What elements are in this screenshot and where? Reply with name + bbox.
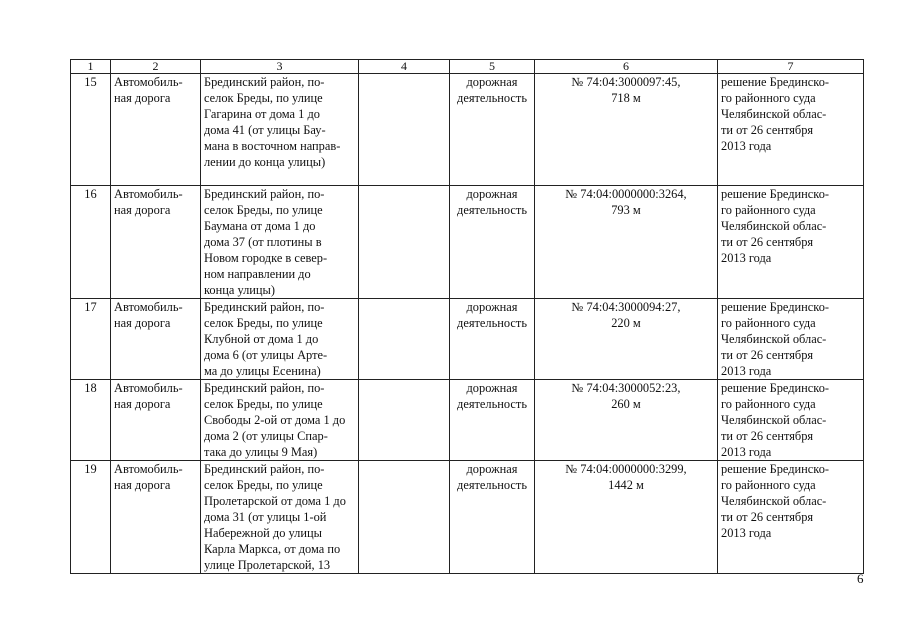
purpose-cell — [450, 380, 535, 461]
object-location — [201, 186, 359, 299]
object-location-line: дома 37 (от плотины в — [204, 235, 322, 249]
object-type-line: Автомобиль- — [114, 187, 183, 201]
object-location-line: дома 31 (от улицы 1-ой — [204, 510, 327, 524]
row-number: 17 — [71, 299, 111, 380]
object-location-line: Гагарина от дома 1 до — [204, 107, 320, 121]
ownership-basis-line: решение Брединско- — [721, 462, 830, 476]
ownership-basis-line: 2013 года — [721, 139, 772, 153]
table-row — [71, 461, 864, 574]
row-number: 19 — [71, 461, 111, 574]
object-location — [201, 461, 359, 574]
purpose-cell — [450, 461, 535, 574]
column-header-1: 1 — [71, 60, 111, 74]
purpose-cell — [450, 186, 535, 299]
ownership-basis-line: го районного суда — [721, 316, 816, 330]
ownership-basis — [718, 186, 864, 299]
table-row — [71, 299, 864, 380]
column-header-3: 3 — [201, 60, 359, 74]
object-type-line: ная дорога — [114, 397, 171, 411]
ownership-basis-line: решение Брединско- — [721, 187, 830, 201]
column-header-2: 2 — [111, 60, 201, 74]
cadastral-number-line: № 74:04:0000000:3299, — [565, 462, 687, 476]
object-location-line: селок Бреды, по улице — [204, 316, 323, 330]
row-number: 18 — [71, 380, 111, 461]
owner-cell — [359, 461, 450, 574]
purpose-cell — [450, 74, 535, 186]
ownership-basis-line: Челябинской облас- — [721, 219, 827, 233]
column-header-6: 6 — [535, 60, 718, 74]
ownership-basis-line: го районного суда — [721, 397, 816, 411]
purpose-cell-line: дорожная — [466, 381, 518, 395]
purpose-cell-line: деятельность — [457, 316, 527, 330]
ownership-basis-line: го районного суда — [721, 478, 816, 492]
purpose-cell — [450, 299, 535, 380]
cadastral-number — [535, 186, 718, 299]
ownership-basis — [718, 299, 864, 380]
ownership-basis — [718, 74, 864, 186]
ownership-basis — [718, 461, 864, 574]
ownership-basis-line: решение Брединско- — [721, 75, 830, 89]
row-number: 16 — [71, 186, 111, 299]
ownership-basis — [718, 380, 864, 461]
object-type-line: Автомобиль- — [114, 75, 183, 89]
column-header-4: 4 — [359, 60, 450, 74]
object-location-line: ном направлении до — [204, 267, 311, 281]
owner-cell — [359, 299, 450, 380]
object-type-line: ная дорога — [114, 478, 171, 492]
ownership-basis-line: ти от 26 сентября — [721, 123, 814, 137]
object-location-line: Брединский район, по- — [204, 75, 325, 89]
object-location-line: Набережной до улицы — [204, 526, 322, 540]
object-type-line: Автомобиль- — [114, 381, 183, 395]
ownership-basis-line: 2013 года — [721, 364, 772, 378]
object-location-line: така до улицы 9 Мая) — [204, 445, 318, 459]
purpose-cell-line: деятельность — [457, 397, 527, 411]
object-location-line: Брединский район, по- — [204, 300, 325, 314]
ownership-basis-line: 2013 года — [721, 445, 772, 459]
ownership-basis-line: 2013 года — [721, 251, 772, 265]
object-type — [111, 299, 201, 380]
object-location-line: Брединский район, по- — [204, 462, 325, 476]
ownership-basis-line: решение Брединско- — [721, 381, 830, 395]
object-location-line: Свободы 2-ой от дома 1 до — [204, 413, 346, 427]
object-location-line: ма до улицы Есенина) — [204, 364, 321, 378]
ownership-basis-line: Челябинской облас- — [721, 332, 827, 346]
ownership-basis-line: решение Брединско- — [721, 300, 830, 314]
cadastral-number-line: 260 м — [611, 397, 641, 411]
object-location-line: мана в восточном направ- — [204, 139, 341, 153]
object-location-line: Карла Маркса, от дома по — [204, 542, 341, 556]
cadastral-number-line: № 74:04:3000097:45, — [571, 75, 681, 89]
ownership-basis-line: Челябинской облас- — [721, 413, 827, 427]
object-location — [201, 299, 359, 380]
ownership-basis-line: ти от 26 сентября — [721, 429, 814, 443]
object-location-line: конца улицы) — [204, 283, 275, 297]
ownership-basis-line: го районного суда — [721, 203, 816, 217]
table-row — [71, 186, 864, 299]
ownership-basis-line: Челябинской облас- — [721, 107, 827, 121]
column-header-5: 5 — [450, 60, 535, 74]
object-type — [111, 74, 201, 186]
ownership-basis-line: Челябинской облас- — [721, 494, 827, 508]
object-location-line: селок Бреды, по улице — [204, 397, 323, 411]
object-type-line: ная дорога — [114, 316, 171, 330]
ownership-basis-line: ти от 26 сентября — [721, 235, 814, 249]
table-row — [71, 74, 864, 186]
header-row — [71, 60, 864, 74]
object-location-line: Брединский район, по- — [204, 381, 325, 395]
purpose-cell-line: дорожная — [466, 300, 518, 314]
purpose-cell-line: деятельность — [457, 478, 527, 492]
purpose-cell-line: дорожная — [466, 187, 518, 201]
cadastral-number-line: 220 м — [611, 316, 641, 330]
purpose-cell-line: дорожная — [466, 75, 518, 89]
object-type-line: Автомобиль- — [114, 300, 183, 314]
cadastral-number — [535, 380, 718, 461]
object-location-line: селок Бреды, по улице — [204, 478, 323, 492]
cadastral-number-line: 1442 м — [608, 478, 644, 492]
owner-cell — [359, 74, 450, 186]
column-header-7: 7 — [718, 60, 864, 74]
cadastral-number — [535, 461, 718, 574]
cadastral-number-line: № 74:04:0000000:3264, — [565, 187, 687, 201]
purpose-cell-line: дорожная — [466, 462, 518, 476]
object-location-line: селок Бреды, по улице — [204, 203, 323, 217]
ownership-basis-line: го районного суда — [721, 91, 816, 105]
object-location-line: Клубной от дома 1 до — [204, 332, 319, 346]
object-location-line: Новом городке в север- — [204, 251, 328, 265]
purpose-cell-line: деятельность — [457, 91, 527, 105]
ownership-basis-line: ти от 26 сентября — [721, 348, 814, 362]
cadastral-number-line: № 74:04:3000052:23, — [571, 381, 681, 395]
purpose-cell-line: деятельность — [457, 203, 527, 217]
object-location-line: дома 6 (от улицы Арте- — [204, 348, 328, 362]
object-location-line: улице Пролетарской, 13 — [204, 558, 331, 572]
object-location-line: дома 41 (от улицы Бау- — [204, 123, 326, 137]
cadastral-number-line: 793 м — [611, 203, 641, 217]
object-location-line: лении до конца улицы) — [204, 155, 326, 169]
object-type-line: Автомобиль- — [114, 462, 183, 476]
object-location-line: Пролетарской от дома 1 до — [204, 494, 346, 508]
object-location-line: Баумана от дома 1 до — [204, 219, 316, 233]
page-number: 6 — [857, 571, 864, 586]
ownership-basis-line: ти от 26 сентября — [721, 510, 814, 524]
object-location — [201, 380, 359, 461]
row-number: 15 — [71, 74, 111, 186]
object-location-line: селок Бреды, по улице — [204, 91, 323, 105]
ownership-basis-line: 2013 года — [721, 526, 772, 540]
registry-table — [70, 59, 864, 574]
object-type — [111, 380, 201, 461]
object-type — [111, 461, 201, 574]
cadastral-number — [535, 299, 718, 380]
owner-cell — [359, 186, 450, 299]
cadastral-number-line: 718 м — [611, 91, 641, 105]
cadastral-number-line: № 74:04:3000094:27, — [571, 300, 681, 314]
object-type-line: ная дорога — [114, 91, 171, 105]
object-type-line: ная дорога — [114, 203, 171, 217]
object-location-line: Брединский район, по- — [204, 187, 325, 201]
cadastral-number — [535, 74, 718, 186]
object-type — [111, 186, 201, 299]
owner-cell — [359, 380, 450, 461]
object-location-line: дома 2 (от улицы Спар- — [204, 429, 328, 443]
table-row — [71, 380, 864, 461]
object-location — [201, 74, 359, 186]
